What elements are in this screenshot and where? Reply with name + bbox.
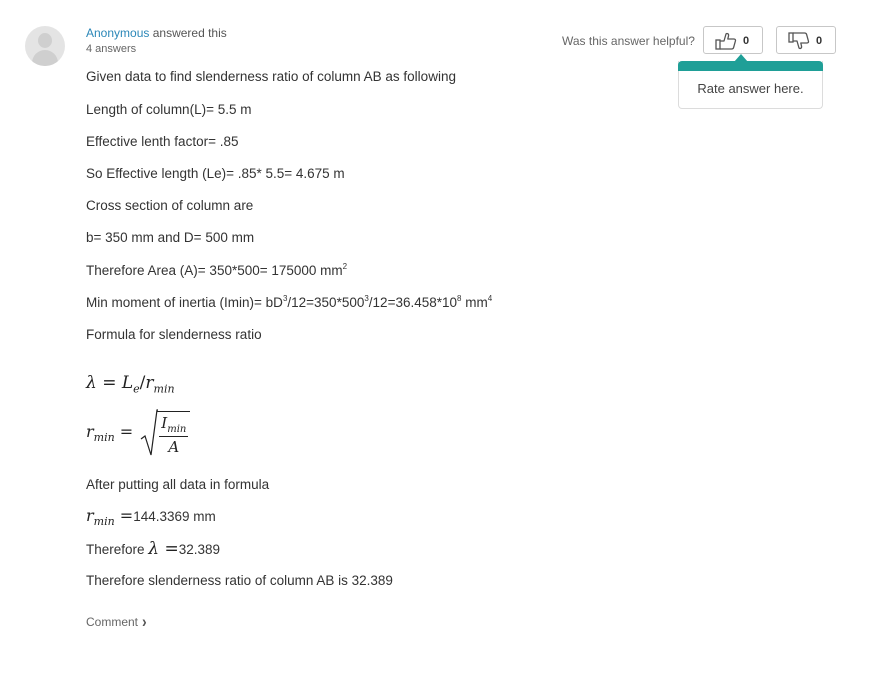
- answer-dimensions: b= 350 mm and D= 500 mm: [86, 230, 255, 245]
- answer-lambda-result: Therefore λ =32.389: [86, 539, 221, 559]
- answer-rmin-result: $r_{min} =144.3369$ mm: [86, 506, 216, 529]
- rate-tooltip: [678, 61, 823, 109]
- answer-effective-length: So Effective length (Le)= .85* 5.5= 4.675 m: [86, 166, 345, 181]
- inertia-exp-2: 3: [364, 294, 369, 303]
- avatar: [25, 26, 65, 66]
- answer-area: [86, 263, 347, 278]
- answers-count: 4 answers: [86, 43, 137, 55]
- chevron-right-icon: ›: [142, 611, 147, 631]
- inertia-part-4: mm: [461, 295, 488, 310]
- thumbs-down-icon: [788, 32, 810, 50]
- inertia-exp-1: 3: [282, 294, 288, 303]
- comment-label: Comment: [86, 615, 139, 629]
- therefore-text: Therefore: [86, 542, 145, 557]
- author-line: [86, 26, 227, 40]
- downvote-count: 0: [816, 35, 823, 47]
- area-text: Therefore Area (A)= 350*500= 175000 mm: [86, 263, 343, 278]
- author-action: answered this: [152, 26, 227, 40]
- answer-length: Length of column(L)= 5.5 m: [86, 102, 252, 117]
- inertia-part-1: Min moment of inertia (Imin)= bD: [86, 295, 283, 310]
- inertia-exp-4: 4: [487, 294, 493, 303]
- rmin-value: 144.3369 mm: [133, 509, 216, 524]
- avatar-body: [32, 50, 58, 66]
- thumbs-down-button[interactable]: [776, 26, 836, 54]
- lambda-value: 32.389: [178, 542, 221, 557]
- answer-formula-label: Formula for slenderness ratio: [86, 327, 262, 342]
- comment-link[interactable]: [86, 613, 147, 629]
- answer-cross-section: Cross section of column are: [86, 198, 254, 213]
- tooltip-arrow: [734, 54, 748, 62]
- lambda-equation: $\lambda = L_e/r_{min}$: [86, 373, 175, 396]
- area-exponent: 2: [342, 262, 348, 271]
- answer-factor: Effective lenth factor= .85: [86, 134, 239, 149]
- upvote-count: 0: [743, 35, 750, 47]
- helpful-question: Was this answer helpful?: [562, 34, 695, 48]
- thumbs-up-icon: [715, 32, 737, 50]
- answer-after-putting: After putting all data in formula: [86, 477, 270, 492]
- rmin-equation: $r_{min}$ = $\frac{I_{min}}{A}$: [86, 409, 190, 459]
- tooltip-text: Rate answer here.: [697, 81, 804, 96]
- answer-intro: Given data to find slenderness ratio of column AB as following: [86, 69, 456, 84]
- inertia-exp-3: 8: [457, 294, 462, 303]
- answer-conclusion: Therefore slenderness ratio of column AB is 32.389: [86, 573, 393, 588]
- tooltip-bar: [678, 61, 823, 71]
- avatar-head: [38, 33, 52, 48]
- inertia-part-2: /12=350*500: [287, 295, 365, 310]
- square-root-symbol: [140, 409, 158, 457]
- inertia-part-3: /12=36.458*10: [368, 295, 458, 310]
- author-name-link[interactable]: Anonymous: [86, 26, 150, 40]
- thumbs-up-button[interactable]: [703, 26, 763, 54]
- answer-inertia: [86, 295, 492, 310]
